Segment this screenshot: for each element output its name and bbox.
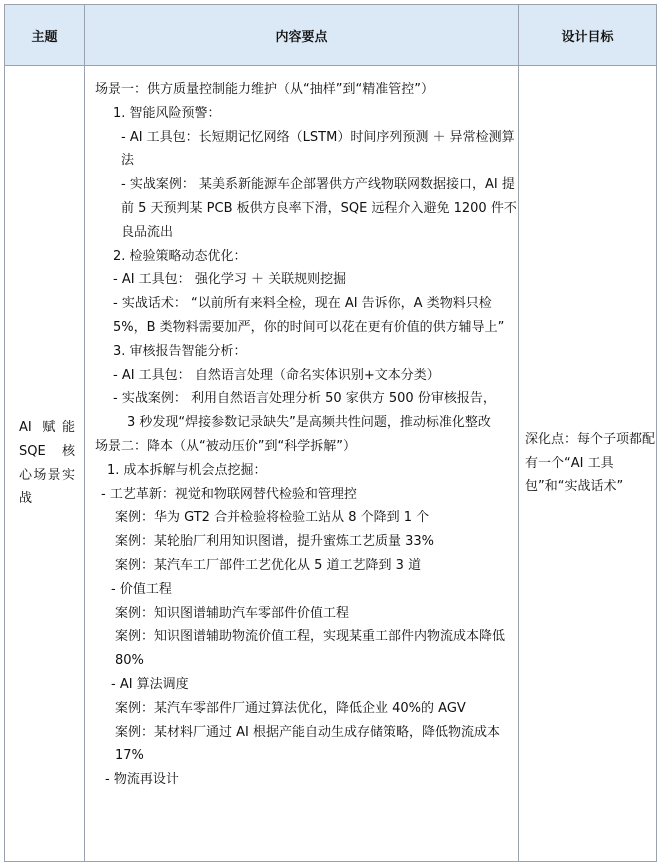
content-table xyxy=(4,4,657,862)
content-line: 案例：知识图谱辅助汽车零部件价值工程 xyxy=(115,605,350,621)
content-line: - 实战案例： 某美系新能源车企部署供方产线物联网数据接口，AI 提前 5 天预判某 PCB 板供方良率下滑，SQE 远程介入避免 1200 件不良品流出 xyxy=(121,177,517,240)
goal-cell xyxy=(519,66,657,862)
content-line: 案例：知识图谱辅助物流价值工程，实现某重工部件内物流成本降低 80% xyxy=(115,629,506,669)
header-row xyxy=(5,5,657,66)
content-line: 场景二：降本（从“被动压价”到“科学拆解”） xyxy=(95,438,356,454)
content-line: 1. 成本拆解与机会点挖掘： xyxy=(107,462,267,478)
header-topic: 主题 xyxy=(5,5,85,66)
content-line: - 价值工程 xyxy=(111,581,172,597)
content-line: - AI 工具包： 强化学习 ＋ 关联规则挖掘 xyxy=(113,272,347,288)
content-line: 案例：某汽车工厂部件工艺优化从 5 道工艺降到 3 道 xyxy=(115,557,422,573)
content-line: - AI 工具包：长短期记忆网络（LSTM）时间序列预测 ＋ 异常检测算法 xyxy=(121,129,515,169)
content-line: 场景一：供方质量控制能力维护（从“抽样”到“精准管控”） xyxy=(95,82,434,97)
content-line: 1. 智能风险预警： xyxy=(113,105,221,121)
content-line: 案例：某汽车零部件厂通过算法优化，降低企业 40%的 AGV xyxy=(115,700,466,716)
topic-cell xyxy=(5,66,85,862)
content-line: 3 秒发现“焊接参数记录缺失”是高频共性问题，推动标准化整改 xyxy=(127,415,491,431)
table-row xyxy=(5,66,657,862)
content-line: 案例：某轮胎厂利用知识图谱，提升蜜炼工艺质量 33% xyxy=(115,534,435,550)
content-line: 2. 检验策略动态优化： xyxy=(113,248,247,264)
content-line: - 实战案例： 利用自然语言处理分析 50 家供方 500 份审核报告， xyxy=(113,391,496,407)
content-line: - 物流再设计 xyxy=(105,772,179,788)
content-cell xyxy=(85,66,519,862)
content-line: 案例：华为 GT2 合并检验将检验工站从 8 个降到 1 个 xyxy=(115,510,430,526)
content-line: - 实战话术： “以前所有来料全检，现在 AI 告诉你，A 类物料只检 5%，B 类物料需要加严，你的时间可以花在更有价值的供方辅导上” xyxy=(113,296,505,335)
goal-text: 深化点：每个子项都配有一个“AI 工具包”和“实战话术” xyxy=(525,431,656,495)
content-line: - AI 工具包： 自然语言处理（命名实体识别+文本分类） xyxy=(113,367,440,383)
topic-text: AI 赋能 SQE 核心场景实战 xyxy=(19,419,75,507)
content-line: - AI 算法调度 xyxy=(111,676,189,692)
header-content: 内容要点 xyxy=(85,5,519,66)
content-line: - 工艺革新：视觉和物联网替代检验和管理控 xyxy=(101,486,357,502)
content-line: 案例：某材料厂通过 AI 根据产能自动生成存储策略，降低物流成本 17% xyxy=(115,724,500,764)
content-line: 3. 审核报告智能分析： xyxy=(113,343,247,359)
header-goal: 设计目标 xyxy=(519,5,657,66)
